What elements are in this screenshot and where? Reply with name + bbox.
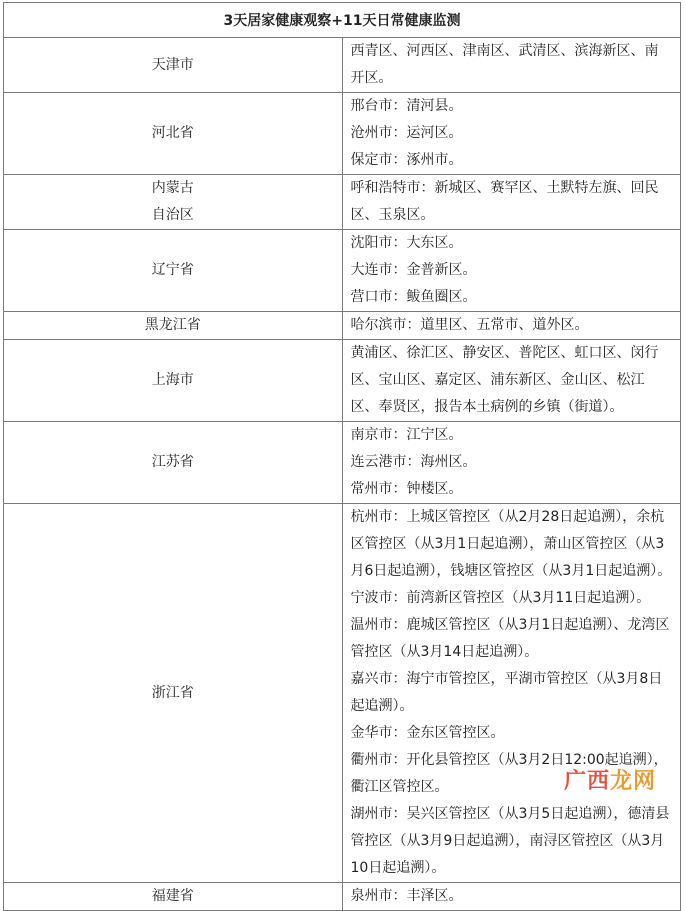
detail-line: 湖州市：吴兴区管控区（从3月5日起追溯），德清县管控区（从3月9日起追溯），南浔区管控区（从3月10日起追溯）。 [350, 806, 670, 876]
region-cell: 浙江省 [4, 504, 343, 883]
table-row [4, 93, 681, 175]
table-header: 3天居家健康观察+11天日常健康监测 [4, 3, 681, 38]
region-cell: 内蒙古 自治区 [4, 175, 343, 230]
detail-cell [342, 340, 681, 422]
detail-cell [342, 175, 681, 230]
table-row [4, 312, 681, 340]
table-row [4, 230, 681, 312]
detail-line: 嘉兴市：海宁市管控区，平湖市管控区（从3月8日起追溯）。 [350, 671, 663, 714]
detail-cell [342, 38, 681, 93]
detail-line: 呼和浩特市：新城区、赛罕区、土默特左旗、回民区、玉泉区。 [350, 180, 659, 223]
table-row [4, 504, 681, 883]
detail-line: 沈阳市：大东区。 [350, 235, 463, 251]
detail-cell [342, 312, 681, 340]
watermark-part2: 龙网 [609, 769, 656, 794]
table-row [4, 38, 681, 93]
detail-line: 哈尔滨市：道里区、五常市、道外区。 [350, 317, 589, 333]
region-cell: 黑龙江省 [4, 312, 343, 340]
region-cell: 河北省 [4, 93, 343, 175]
table-row [4, 175, 681, 230]
table-header-row [4, 3, 681, 38]
region-cell: 天津市 [4, 38, 343, 93]
region-cell: 上海市 [4, 340, 343, 422]
region-cell: 福建省 [4, 883, 343, 911]
detail-line: 营口市：鲅鱼圈区。 [350, 289, 477, 305]
table-row [4, 883, 681, 911]
detail-line: 杭州市：上城区管控区（从2月28日起追溯），余杭区管控区（从3月1日起追溯），萧山区管控区（从3月6日起追溯），钱塘区管控区（从3月1日起追溯）。 [350, 509, 672, 579]
detail-line: 连云港市：海州区。 [350, 454, 477, 470]
detail-line: 南京市：江宁区。 [350, 427, 463, 443]
region-cell: 江苏省 [4, 422, 343, 504]
table-row [4, 422, 681, 504]
detail-line: 保定市：涿州市。 [350, 152, 463, 168]
detail-cell [342, 422, 681, 504]
detail-line: 西青区、河西区、津南区、武清区、滨海新区、南开区。 [350, 43, 659, 86]
detail-cell [342, 883, 681, 911]
detail-line: 邢台市：清河县。 [350, 98, 463, 114]
detail-line: 宁波市：前湾新区管控区（从3月11日起追溯）。 [350, 590, 651, 606]
detail-line: 金华市：金东区管控区。 [350, 725, 505, 741]
detail-line: 常州市：钟楼区。 [350, 481, 463, 497]
detail-cell [342, 93, 681, 175]
region-cell: 辽宁省 [4, 230, 343, 312]
detail-line: 黄浦区、徐汇区、静安区、普陀区、虹口区、闵行区、宝山区、嘉定区、浦东新区、金山区、松江区、奉贤区，报告本土病例的乡镇（街道）。 [350, 345, 659, 415]
watermark-logo [564, 764, 656, 795]
detail-line: 衢州市：开化县管控区（从3月2日12:00起追溯），衢江区管控区。 [350, 752, 668, 795]
detail-cell [342, 230, 681, 312]
watermark-part1: 广西 [563, 769, 610, 794]
detail-line: 温州市：鹿城区管控区（从3月1日起追溯）、龙湾区管控区（从3月14日起追溯）。 [350, 617, 670, 660]
detail-cell [342, 504, 681, 883]
detail-line: 沧州市：运河区。 [350, 125, 463, 141]
detail-line: 大连市：金普新区。 [350, 262, 477, 278]
detail-line: 泉州市：丰泽区。 [350, 888, 463, 904]
table-row [4, 340, 681, 422]
